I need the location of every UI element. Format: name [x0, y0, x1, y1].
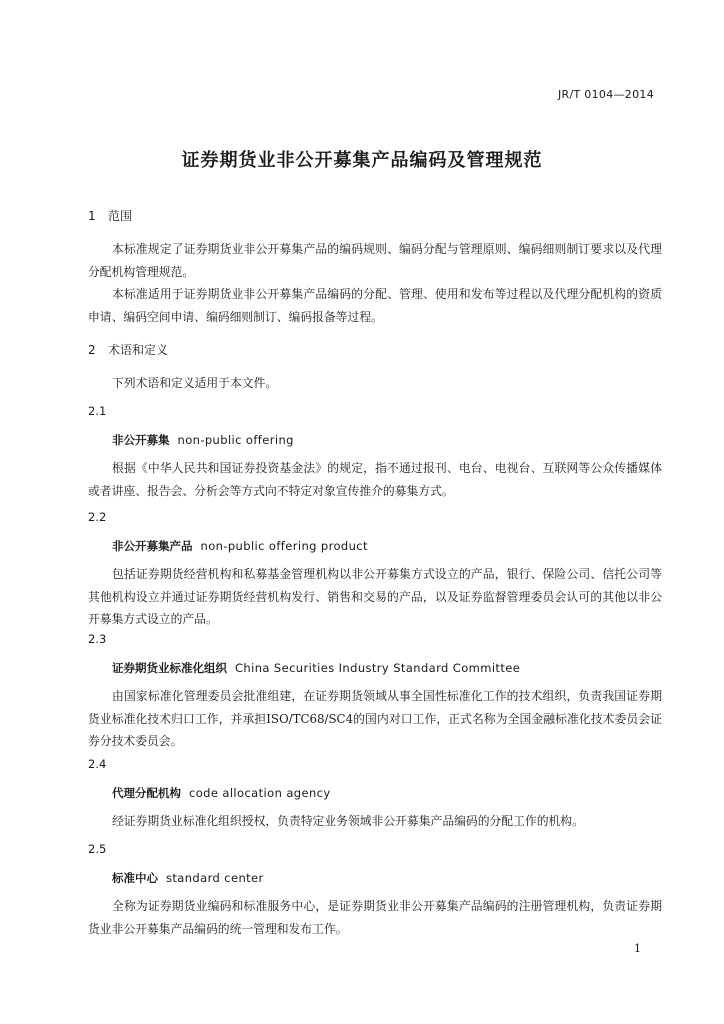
- term-heading: [112, 660, 520, 676]
- section-1-heading: [88, 207, 132, 224]
- term-name-zh: 代理分配机构: [112, 786, 181, 800]
- term-name-zh: 非公开募集: [112, 433, 170, 447]
- term-name-zh: 证券期货业标准化组织: [112, 661, 227, 675]
- section-title: 范围: [108, 209, 133, 223]
- term-number: 2.3: [88, 632, 107, 646]
- term-definition: 根据《中华人民共和国证券投资基金法》的规定，指不通过报刊、电台、电视台、互联网等公众传播媒体或者讲座、报告会、分析会等方式向不特定对象宣传推介的募集方式。: [88, 461, 662, 498]
- term-number: 2.2: [88, 510, 107, 524]
- term-definition: 全称为证券期货业编码和标准服务中心，是证券期货业非公开募集产品编码的注册管理机构，负责证券期货业非公开募集产品编码的统一管理和发布工作。: [88, 899, 662, 936]
- term-name-zh: 非公开募集产品: [112, 539, 193, 553]
- term-name-zh: 标准中心: [112, 871, 158, 885]
- section-title: 术语和定义: [108, 343, 169, 357]
- document-code: JR/T 0104—2014: [558, 88, 654, 101]
- section-number: 1: [88, 209, 96, 223]
- term-number: 2.5: [88, 842, 107, 856]
- section-number: 2: [88, 343, 96, 357]
- term-name-en: non-public offering: [177, 433, 294, 447]
- term-definition: 包括证券期货经营机构和私募基金管理机构以非公开募集方式设立的产品，银行、保险公司、信托公司等其他机构设立并通过证券期货经营机构发行、销售和交易的产品，以及证券监督管理委员会认可的其他以非公开募集方式设立的产品。: [88, 567, 662, 626]
- term-definition: 由国家标准化管理委员会批准组建，在证券期货领域从事全国性标准化工作的技术组织，负责我国证券期货业标准化技术归口工作，并承担ISO/TC68/SC4的国内对口工作，正式名称为全国金融标准化技术委员会证券分技术委员会。: [88, 689, 662, 748]
- term-number: 2.4: [88, 757, 107, 771]
- term-number: 2.1: [88, 404, 107, 418]
- term-name-en: non-public offering product: [200, 539, 368, 553]
- page-number: 1: [634, 942, 641, 955]
- term-name-en: standard center: [166, 871, 264, 885]
- scope-paragraph-1: 本标准规定了证券期货业非公开募集产品的编码规则、编码分配与管理原则、编码细则制订要求以及代理分配机构管理规范。: [88, 242, 662, 279]
- terms-intro-paragraph: 下列术语和定义适用于本文件。: [112, 376, 278, 390]
- term-name-en: China Securities Industry Standard Committee: [235, 661, 521, 675]
- term-heading: [112, 432, 294, 448]
- term-heading: [112, 785, 331, 801]
- scope-paragraph-2: 本标准适用于证券期货业非公开募集产品编码的分配、管理、使用和发布等过程以及代理分配机构的资质申请、编码空间申请、编码细则制订、编码报备等过程。: [88, 287, 662, 324]
- term-name-en: code allocation agency: [189, 786, 331, 800]
- section-2-heading: [88, 341, 168, 358]
- term-heading: [112, 538, 368, 554]
- term-heading: [112, 870, 264, 886]
- term-definition: 经证券期货业标准化组织授权，负责特定业务领域非公开募集产品编码的分配工作的机构。: [112, 814, 584, 828]
- document-title: 证券期货业非公开募集产品编码及管理规范: [181, 150, 543, 171]
